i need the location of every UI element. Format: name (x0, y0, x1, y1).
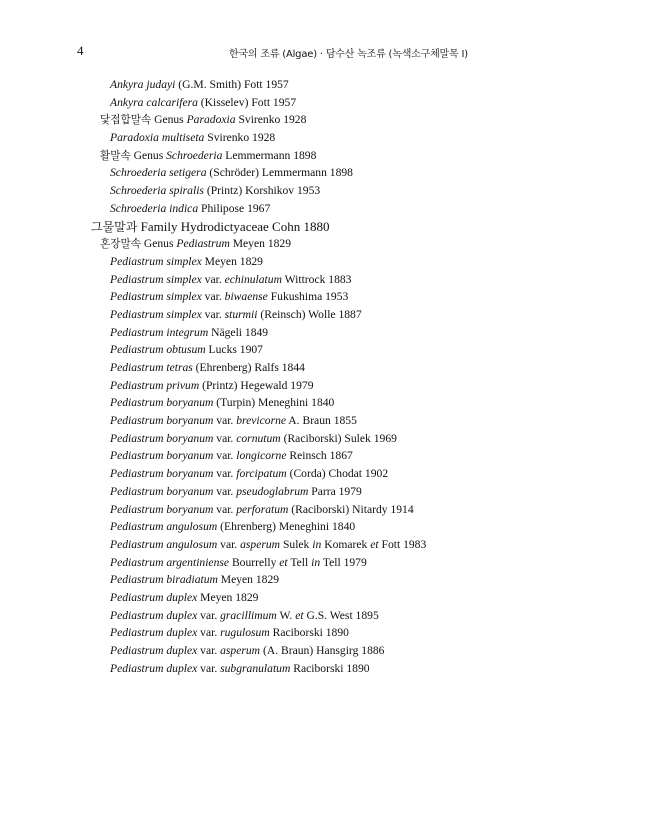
taxon-text: Tell 1979 (320, 555, 367, 569)
taxon-entry-species (0, 412, 652, 430)
taxon-name-italic: asperum (220, 644, 261, 657)
taxon-entry-species (0, 76, 652, 94)
taxon-name-italic: perforatum (236, 502, 289, 516)
taxon-text: Meyen 1829 (197, 590, 259, 604)
taxon-text: var. (197, 608, 221, 622)
taxon-entry-family (0, 218, 652, 236)
taxon-name-italic: Pediastrum privum (110, 378, 200, 392)
taxon-name-italic: Pediastrum simplex (110, 272, 202, 286)
taxon-name-italic: Pediastrum boryanum (110, 502, 214, 516)
taxon-text: var. (201, 307, 225, 321)
taxon-entry-species (0, 554, 652, 572)
taxon-name-italic: gracillimum (220, 608, 277, 622)
taxon-name-italic: Pediastrum duplex (110, 644, 198, 657)
taxon-text: G.S. West 1895 (303, 608, 379, 622)
taxon-entry-species (0, 394, 652, 412)
taxon-text: Nägeli 1849 (208, 325, 269, 339)
taxon-name-italic: cornutum (236, 431, 281, 445)
taxon-text: (Raciborski) Nitardy 1914 (288, 502, 414, 516)
taxon-entry-genus (0, 147, 652, 165)
taxon-name-italic: echinulatum (224, 272, 282, 286)
taxon-entry-species (0, 164, 652, 182)
taxon-name-italic: Paradoxia (186, 113, 236, 127)
taxon-text: var. (197, 644, 221, 657)
korean-name: 닻접합말속 (100, 114, 152, 127)
taxon-name-italic: Pediastrum boryanum (110, 414, 214, 428)
taxon-name-italic: et (370, 537, 379, 551)
taxon-name-italic: Ankyra calcarifera (110, 95, 198, 109)
taxon-entry-species (0, 483, 652, 501)
taxon-entry-species (0, 271, 652, 289)
taxon-name-italic: Pediastrum duplex (110, 608, 198, 622)
taxon-text: Wittrock 1883 (281, 272, 352, 286)
taxon-entry-species (0, 341, 652, 359)
taxon-entry-species (0, 129, 652, 147)
running-title: 한국의 조류 (Algae) · 담수산 녹조류 (녹색소구체말목 I) (229, 49, 468, 60)
taxon-text: (Printz) Korshikov 1953 (203, 184, 321, 198)
page-number: 4 (77, 43, 84, 58)
taxon-text: var. (213, 431, 237, 445)
taxon-entry-species (0, 253, 652, 271)
taxon-text: Genus (140, 237, 177, 251)
taxon-text: (Reinsch) Wolle 1887 (257, 307, 362, 321)
taxon-entry-species (0, 94, 652, 112)
taxon-text: Genus (151, 113, 187, 127)
korean-name: 혼장말속 (100, 238, 141, 251)
taxon-entry-species (0, 501, 652, 519)
taxon-entry-species (0, 200, 652, 218)
taxon-text: var. (213, 467, 237, 481)
taxon-name-italic: Pediastrum simplex (110, 254, 202, 268)
taxon-entry-species (0, 624, 652, 642)
taxon-entry-species (0, 642, 652, 660)
taxon-name-italic: longicorne (236, 449, 287, 463)
taxon-entry-species (0, 182, 652, 200)
taxon-text: (Corda) Chodat 1902 (286, 467, 389, 481)
taxon-entry-species (0, 359, 652, 377)
taxon-text: Tell (287, 555, 312, 569)
taxon-name-italic: Pediastrum duplex (110, 590, 198, 604)
taxon-name-italic: Pediastrum simplex (110, 290, 202, 304)
taxon-list (0, 76, 652, 677)
taxon-name-italic: Pediastrum integrum (110, 325, 209, 339)
taxon-text: Raciborski 1890 (290, 661, 370, 675)
taxon-name-italic: Pediastrum biradiatum (110, 573, 218, 587)
taxon-name-italic: Pediastrum boryanum (110, 484, 214, 498)
korean-name: 활말속 (100, 149, 131, 162)
taxon-text: (Turpin) Meneghini 1840 (213, 396, 335, 410)
taxon-text: Komarek (321, 537, 371, 551)
taxon-text: Meyen 1829 (201, 254, 263, 268)
taxon-text: (A. Braun) Hansgirg 1886 (260, 644, 385, 657)
taxon-text: (Printz) Hegewald 1979 (199, 378, 314, 392)
taxon-name-italic: pseudoglabrum (236, 484, 309, 498)
taxon-text: var. (213, 449, 237, 463)
taxon-text: Fott 1983 (378, 537, 427, 551)
taxon-text: Svirenko 1928 (235, 113, 307, 127)
taxon-name-italic: subgranulatum (220, 661, 291, 675)
taxon-text: Lucks 1907 (205, 343, 263, 357)
taxon-text: Fukushima 1953 (267, 290, 349, 304)
taxon-name-italic: Ankyra judayi (110, 78, 176, 91)
taxon-name-italic: in (312, 537, 322, 551)
taxon-text: (Schröder) Lemmermann 1898 (206, 166, 353, 180)
taxon-entry-genus (0, 235, 652, 253)
taxon-name-italic: Schroederia indica (110, 201, 199, 215)
taxon-name-italic: Pediastrum tetras (110, 361, 193, 374)
taxon-text: Meyen 1829 (217, 573, 280, 587)
taxon-name-italic: Pediastrum simplex (110, 307, 202, 321)
taxon-text: Bourrelly (229, 555, 280, 569)
taxon-name-italic: rugulosum (220, 626, 270, 640)
taxon-text: Raciborski 1890 (269, 626, 349, 640)
taxon-text: (Raciborski) Sulek 1969 (280, 431, 397, 445)
taxon-text: (Kisselev) Fott 1957 (197, 95, 297, 109)
taxon-text: Reinsch 1867 (286, 449, 353, 463)
taxon-entry-species (0, 447, 652, 465)
taxon-text: var. (217, 537, 241, 551)
taxon-name-italic: Schroederia setigera (110, 166, 207, 180)
taxon-text: Svirenko 1928 (204, 131, 276, 145)
taxon-name-italic: Paradoxia multiseta (110, 131, 205, 145)
taxon-name-italic: forcipatum (236, 467, 287, 481)
taxon-text: Sulek (280, 537, 313, 551)
taxon-entry-species (0, 324, 652, 342)
taxon-text: (Ehrenberg) Ralfs 1844 (192, 361, 305, 374)
taxon-text: var. (201, 290, 225, 304)
taxon-name-italic: et (295, 608, 304, 622)
taxon-entry-species (0, 607, 652, 625)
korean-name: 그물말과 (91, 219, 138, 234)
taxon-text: var. (197, 626, 221, 640)
taxon-name-italic: Pediastrum boryanum (110, 449, 214, 463)
taxon-name-italic: Pediastrum duplex (110, 626, 198, 640)
taxon-text: Genus (130, 148, 167, 162)
taxon-text: (Ehrenberg) Meneghini 1840 (217, 520, 356, 534)
taxon-entry-species (0, 288, 652, 306)
taxon-name-italic: Pediastrum boryanum (110, 396, 214, 410)
taxon-entry-species (0, 660, 652, 678)
taxon-entry-genus (0, 111, 652, 129)
taxon-text: Meyen 1829 (229, 237, 292, 251)
taxon-name-italic: Pediastrum boryanum (110, 467, 214, 481)
taxon-name-italic: Pediastrum angulosum (110, 537, 218, 551)
taxon-name-italic: biwaense (224, 290, 268, 304)
taxon-entry-species (0, 571, 652, 589)
taxon-text: Family Hydrodictyaceae Cohn 1880 (137, 218, 330, 234)
taxon-name-italic: Pediastrum boryanum (110, 431, 214, 445)
page-header (77, 43, 577, 59)
taxon-text: var. (197, 661, 221, 675)
taxon-text: var. (201, 272, 225, 286)
taxon-entry-species (0, 518, 652, 536)
taxon-text: Parra 1979 (308, 484, 362, 498)
taxon-name-italic: Schroederia (166, 148, 223, 162)
taxon-name-italic: sturmii (224, 307, 258, 321)
taxon-entry-species (0, 377, 652, 395)
taxon-name-italic: Schroederia spiralis (110, 184, 204, 198)
taxon-text: W. (276, 608, 296, 622)
taxon-entry-species (0, 306, 652, 324)
taxon-name-italic: brevicorne (236, 414, 287, 428)
taxon-text: Lemmermann 1898 (222, 148, 317, 162)
taxon-name-italic: in (311, 555, 321, 569)
taxon-name-italic: asperum (240, 537, 281, 551)
taxon-entry-species (0, 465, 652, 483)
taxon-entry-species (0, 589, 652, 607)
taxon-text: var. (213, 414, 237, 428)
taxon-text: (G.M. Smith) Fott 1957 (175, 78, 289, 91)
taxon-name-italic: Pediastrum argentiniense (110, 555, 230, 569)
taxon-name-italic: Pediastrum (176, 237, 230, 251)
taxon-name-italic: Pediastrum angulosum (110, 520, 218, 534)
taxon-entry-species (0, 430, 652, 448)
taxon-name-italic: Pediastrum obtusum (110, 343, 206, 357)
taxon-text: var. (213, 502, 237, 516)
taxon-name-italic: et (279, 555, 288, 569)
taxon-entry-species (0, 536, 652, 554)
taxon-text: A. Braun 1855 (286, 414, 357, 428)
taxon-text: Philipose 1967 (198, 201, 271, 215)
taxon-text: var. (213, 484, 237, 498)
taxon-name-italic: Pediastrum duplex (110, 661, 198, 675)
